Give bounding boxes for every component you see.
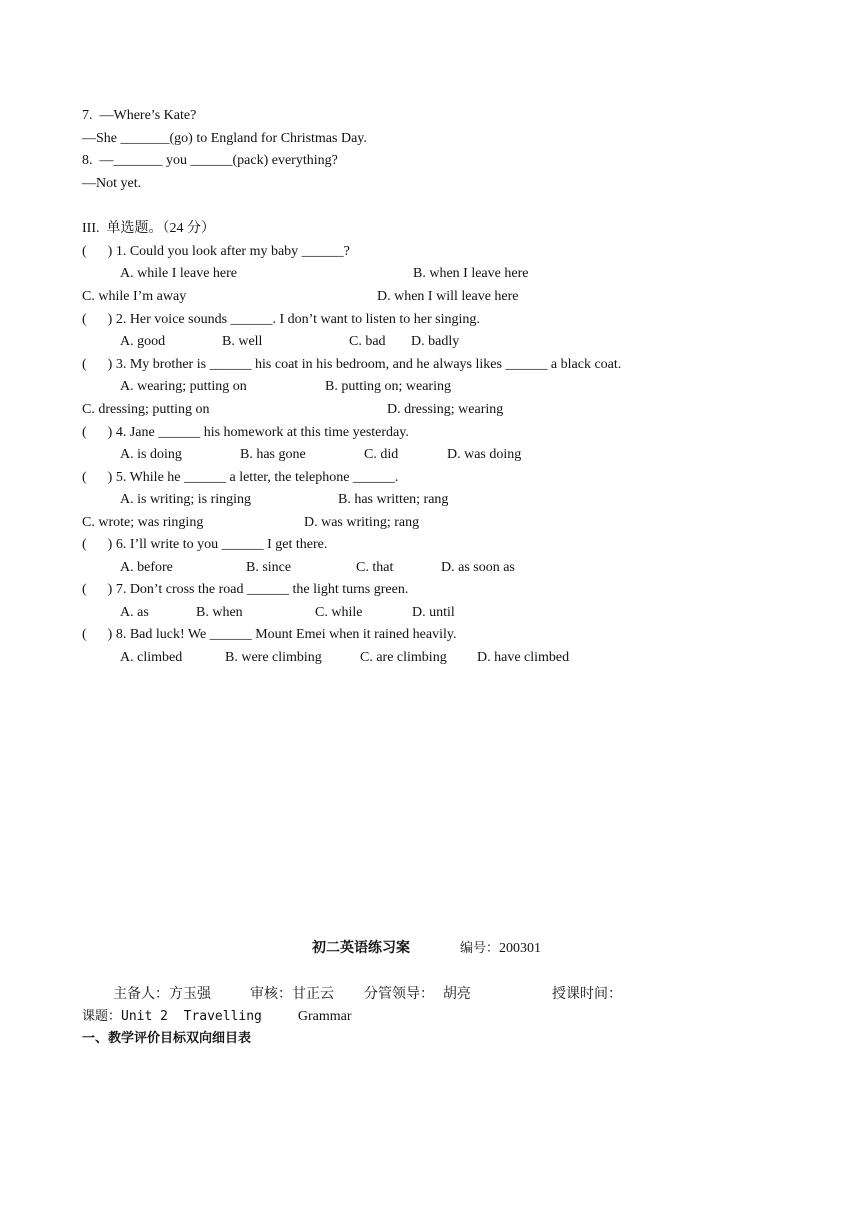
- mc-option: C. bad: [349, 334, 386, 349]
- mc-option: C. that: [356, 560, 394, 575]
- mc-option: C. are climbing: [360, 650, 447, 665]
- mc-option: C. while I’m away: [82, 289, 187, 304]
- class-time-label: 授课时间：: [552, 986, 622, 1002]
- mc-option: C. while: [315, 605, 363, 620]
- question-7-prompt: 7. —Where’s Kate?: [82, 108, 197, 123]
- mc-question-7: ( ) 7. Don’t cross the road ______ the light turns green.: [82, 582, 409, 597]
- mc-question-6: ( ) 6. I’ll write to you ______ I get there.: [82, 537, 328, 552]
- question-8-answer: —Not yet.: [82, 176, 142, 191]
- mc-option: D. was doing: [447, 447, 522, 462]
- mc-option: A. before: [120, 560, 173, 575]
- section-1-heading: 一、教学评价目标双向细目表: [82, 1031, 252, 1046]
- lesson-topic-label: 课题：Unit 2 Travelling: [82, 1009, 262, 1024]
- mc-option: B. were climbing: [225, 650, 322, 665]
- mc-option: A. as: [120, 605, 149, 620]
- question-7-answer: —She _______(go) to England for Christmas Day.: [82, 131, 367, 146]
- mc-option: B. well: [222, 334, 263, 349]
- mc-option: D. was writing; rang: [304, 515, 420, 530]
- mc-option: B. since: [246, 560, 292, 575]
- mc-question-5: ( ) 5. While he ______ a letter, the telephone ______.: [82, 470, 399, 485]
- question-8-prompt: 8. —_______ you ______(pack) everything?: [82, 153, 338, 168]
- worksheet-number: [460, 940, 541, 958]
- mc-option: D. until: [412, 605, 455, 620]
- reviewer: 审核：甘正云: [250, 986, 334, 1002]
- mc-option: A. good: [120, 334, 166, 349]
- mc-option: A. is writing; is ringing: [120, 492, 252, 507]
- section-3-title: III. 单选题。（24 分）: [82, 221, 215, 236]
- mc-option: D. badly: [411, 334, 460, 349]
- mc-option: A. climbed: [120, 650, 183, 665]
- mc-question-3: ( ) 3. My brother is ______ his coat in his bedroom, and he always likes ______ a black coat.: [82, 357, 622, 372]
- mc-question-4: ( ) 4. Jane ______ his homework at this time yesterday.: [82, 425, 409, 440]
- mc-question-8: ( ) 8. Bad luck! We ______ Mount Emei when it rained heavily.: [82, 627, 457, 642]
- mc-option: C. did: [364, 447, 399, 462]
- worksheet-number-value: 200301: [499, 941, 542, 956]
- mc-option: A. while I leave here: [120, 266, 237, 281]
- worksheet-number-label: 编号：: [460, 941, 500, 956]
- preparer: 主备人：方玉强: [113, 986, 211, 1002]
- worksheet-title: 初二英语练习案: [312, 940, 410, 956]
- lesson-topic: [82, 1008, 352, 1026]
- mc-option: B. putting on; wearing: [325, 379, 451, 394]
- mc-question-2: ( ) 2. Her voice sounds ______. I don’t want to listen to her singing.: [82, 312, 480, 327]
- mc-option: B. when I leave here: [413, 266, 529, 281]
- mc-option: D. dressing; wearing: [387, 402, 504, 417]
- mc-option: D. when I will leave here: [377, 289, 519, 304]
- mc-question-1: ( ) 1. Could you look after my baby ______?: [82, 244, 350, 259]
- mc-option: D. have climbed: [477, 650, 570, 665]
- mc-option: B. has gone: [240, 447, 306, 462]
- mc-option: B. has written; rang: [338, 492, 449, 507]
- mc-option: D. as soon as: [441, 560, 515, 575]
- mc-option: C. wrote; was ringing: [82, 515, 204, 530]
- mc-option: A. wearing; putting on: [120, 379, 247, 394]
- lesson-topic-value: Grammar: [297, 1009, 352, 1024]
- mc-option: A. is doing: [120, 447, 182, 462]
- supervising-leader: 分管领导： 胡亮: [364, 986, 471, 1002]
- mc-option: C. dressing; putting on: [82, 402, 210, 417]
- mc-option: B. when: [196, 605, 243, 620]
